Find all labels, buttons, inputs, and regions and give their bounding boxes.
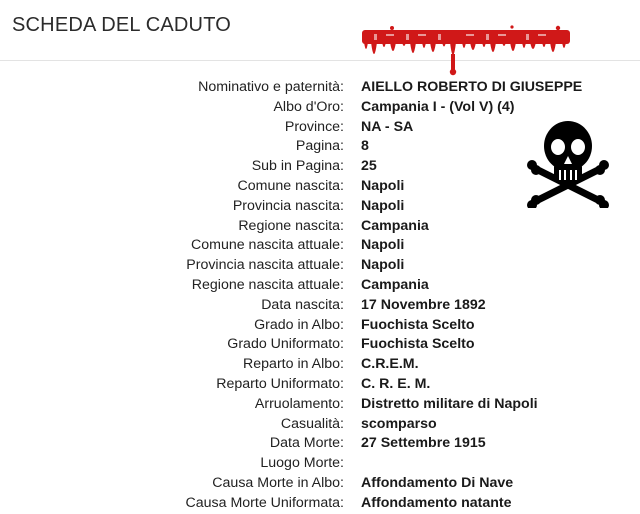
field-value: scomparso — [361, 415, 437, 432]
field-label: Causa Morte Uniformata: — [185, 494, 344, 511]
field-label: Arruolamento: — [254, 395, 344, 412]
field-value: Affondamento Di Nave — [361, 474, 514, 491]
field-value: Napoli — [361, 257, 405, 274]
field-label: Grado Uniformato: — [227, 336, 344, 353]
field-value: Fuochista Scelto — [361, 316, 475, 333]
field-value: Campania — [361, 217, 429, 234]
field-label: Pagina: — [295, 138, 344, 155]
field-row — [0, 256, 640, 276]
field-value: 25 — [361, 158, 377, 175]
field-label: Albo d'Oro: — [273, 98, 344, 115]
field-label: Luogo Morte: — [260, 455, 344, 472]
field-row — [0, 236, 640, 256]
field-value: AIELLO ROBERTO DI GIUSEPPE — [361, 79, 583, 95]
field-label: Sub in Pagina: — [251, 158, 344, 175]
field-label: Regione nascita: — [238, 217, 344, 234]
field-value: Napoli — [361, 177, 405, 194]
field-row — [0, 395, 640, 415]
field-row — [0, 355, 640, 375]
blood-splatter-icon — [362, 24, 570, 80]
field-row — [0, 177, 640, 197]
field-row — [0, 98, 640, 118]
field-row — [0, 276, 640, 296]
field-row — [0, 375, 640, 395]
field-label: Data Morte: — [269, 435, 344, 452]
field-row — [0, 335, 640, 355]
field-value: Napoli — [361, 237, 405, 254]
field-row — [0, 474, 640, 494]
field-value: C. R. E. M. — [361, 375, 431, 392]
field-label: Province: — [284, 118, 344, 135]
field-value: Napoli — [361, 197, 405, 214]
field-label: Data nascita: — [261, 296, 344, 313]
field-row — [0, 217, 640, 237]
field-label: Reparto in Albo: — [243, 356, 344, 373]
field-row — [0, 118, 640, 138]
field-row — [0, 434, 640, 454]
field-row — [0, 78, 640, 98]
field-row — [0, 296, 640, 316]
field-value: NA - SA — [361, 118, 414, 135]
field-label: Casualità: — [280, 415, 344, 432]
field-value: 17 Novembre 1892 — [361, 296, 486, 313]
field-label: Grado in Albo: — [254, 316, 344, 333]
field-value: Distretto militare di Napoli — [361, 395, 538, 412]
field-row — [0, 454, 640, 474]
field-label: Reparto Uniformato: — [216, 375, 344, 392]
field-label: Provincia nascita attuale: — [186, 257, 344, 274]
field-row — [0, 137, 640, 157]
field-row — [0, 494, 640, 514]
page-title: SCHEDA DEL CADUTO — [12, 14, 232, 36]
field-row — [0, 157, 640, 177]
field-label: Nominativo e paternità: — [198, 79, 344, 95]
field-row — [0, 197, 640, 217]
field-value: Campania — [361, 276, 429, 293]
field-value: C.R.E.M. — [361, 356, 419, 373]
field-label: Regione nascita attuale: — [191, 276, 344, 293]
field-value: Affondamento natante — [361, 494, 512, 511]
field-label: Comune nascita attuale: — [190, 237, 344, 254]
field-row — [0, 316, 640, 336]
field-value: Fuochista Scelto — [361, 336, 475, 353]
field-label: Comune nascita: — [237, 177, 344, 194]
field-row — [0, 415, 640, 435]
field-value: Campania I - (Vol V) (4) — [361, 98, 515, 115]
field-label: Provincia nascita: — [232, 197, 344, 214]
record-fields — [0, 78, 640, 514]
field-value: 8 — [361, 138, 369, 155]
field-value: 27 Settembre 1915 — [361, 435, 486, 452]
field-label: Causa Morte in Albo: — [212, 474, 344, 491]
